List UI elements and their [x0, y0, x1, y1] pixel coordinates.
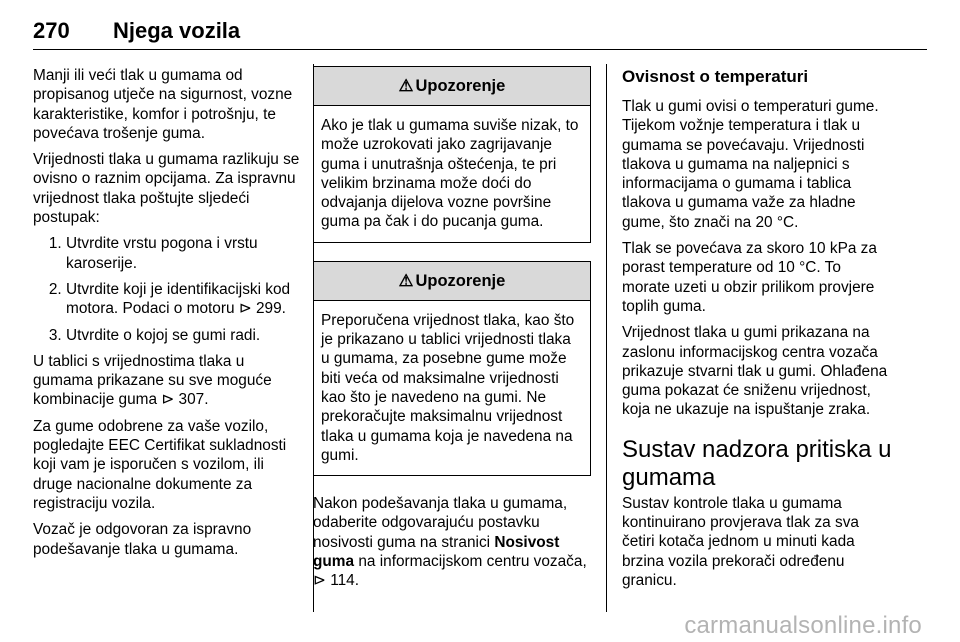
page-ref-link[interactable]: 299. — [256, 300, 286, 318]
column-divider-2 — [606, 64, 607, 612]
warning-title: Upozorenje — [415, 271, 506, 290]
steps-list — [33, 234, 303, 344]
page-ref-arrow-icon: ⊳ — [161, 391, 175, 409]
list-item: 1. Utvrdite vrstu pogona i vrstu karoserije. — [66, 234, 303, 273]
column-1 — [33, 66, 303, 566]
warning-box — [313, 261, 591, 476]
paragraph: Tlak u gumi ovisi o temperaturi gume. Tijekom vožnje temperatura i tlak u gumama se povećavaju. Vrijednosti tlakova u gumama na naljepnici s informacijama o gumama i tablica tlakova u gumama važe za hladne gume, što znači na 20 °C. — [622, 98, 879, 231]
list-item: 3. Utvrdite o kojoj se gumi radi. — [66, 326, 303, 345]
warning-text: Preporučena vrijednost tlaka, kao što je prikazano u tablici vrijednosti tlaka u gumama, za posebne gume može biti veća od maksimalne vrijednosti kao što je navedeno na gumi. Ne prekoračujte maksimalnu vrijednost tlaka u gumama koja je navedena na gumi. — [321, 311, 575, 464]
warning-triangle-icon: ⚠ — [398, 77, 414, 95]
column-2 — [313, 66, 591, 598]
paragraph: Sustav kontrole tlaka u gumama kontinuirano provjerava tlak za sva četiri kotača jednom u minuti kada brzina vozila prekorači određenu granicu. — [622, 494, 859, 589]
warning-box — [313, 66, 591, 243]
warning-triangle-icon: ⚠ — [398, 271, 414, 290]
chapter-title: Njega vozila — [113, 18, 241, 43]
section-heading: Sustav nadzora pritiska u gumama — [622, 435, 892, 491]
paragraph: Vrijednost tlaka u gumi prikazana na zaslonu informacijskog centra vozača prikazuje stvarni tlak u gumi. Ohlađena guma pokazat će sniženu vrijednost, koja ne ukazuje na ispuštanje zraka. — [622, 324, 888, 419]
paragraph: Nakon podešavanja tlaka u gumama, odaberite odgovarajuću postavku nosivosti guma na stranici Nosivost guma na informacijskom centru vozača, ⊳ 114. — [313, 495, 587, 590]
warning-title: Upozorenje — [415, 77, 506, 95]
paragraph: Manji ili veći tlak u gumama od propisanog utječe na sigurnost, vozne karakteristike, komfor i potrošnju, te povećava trošenje guma. — [33, 67, 293, 142]
paragraph: Tlak se povećava za skoro 10 kPa za porast temperature od 10 °C. To morate uzeti u obzir prilikom provjere toplih guma. — [622, 240, 877, 315]
column-3 — [622, 66, 892, 597]
header-rule — [33, 49, 927, 50]
page-number: 270 — [33, 18, 70, 43]
watermark: carmanualsonline.info — [684, 612, 922, 639]
page-ref-link[interactable]: 114. — [330, 572, 359, 590]
menu-name: Nosivost guma — [313, 533, 560, 571]
list-item: 2. Utvrdite koji je identifikacijski kod motora. Podaci o motoru ⊳ 299. — [66, 280, 303, 319]
subsection-heading: Ovisnost o temperaturi — [622, 67, 809, 86]
warning-header — [314, 262, 590, 301]
paragraph: U tablici s vrijednostima tlaka u gumama prikazane su sve moguće kombinacije guma ⊳ 307. — [33, 352, 272, 409]
page-ref-link[interactable]: 307. — [178, 391, 209, 409]
paragraph: Za gume odobrene za vaše vozilo, pogledajte EEC Certifikat sukladnosti koji vam je isporučen s vozilom, ili druge nacionalne dokumente za registraciju vozila. — [33, 417, 287, 512]
page-header — [33, 18, 240, 44]
page-ref-arrow-icon: ⊳ — [313, 572, 326, 590]
paragraph: Vrijednosti tlaka u gumama razlikuju se ovisno o raznim opcijama. Za ispravnu vrijednost tlaka poštujte sljedeći postupak: — [33, 151, 300, 227]
page-ref-arrow-icon: ⊳ — [238, 300, 252, 318]
warning-text: Ako je tlak u gumama suviše nizak, to može uzrokovati jako zagrijavanje guma i unutrašnja oštećenja, te pri velikim brzinama može doći do odvajanja dijelova vozne površine guma pa čak i do pucanja guma. — [321, 117, 579, 231]
warning-header — [314, 67, 590, 106]
paragraph: Vozač je odgovoran za ispravno podešavanje tlaka u gumama. — [33, 521, 252, 558]
